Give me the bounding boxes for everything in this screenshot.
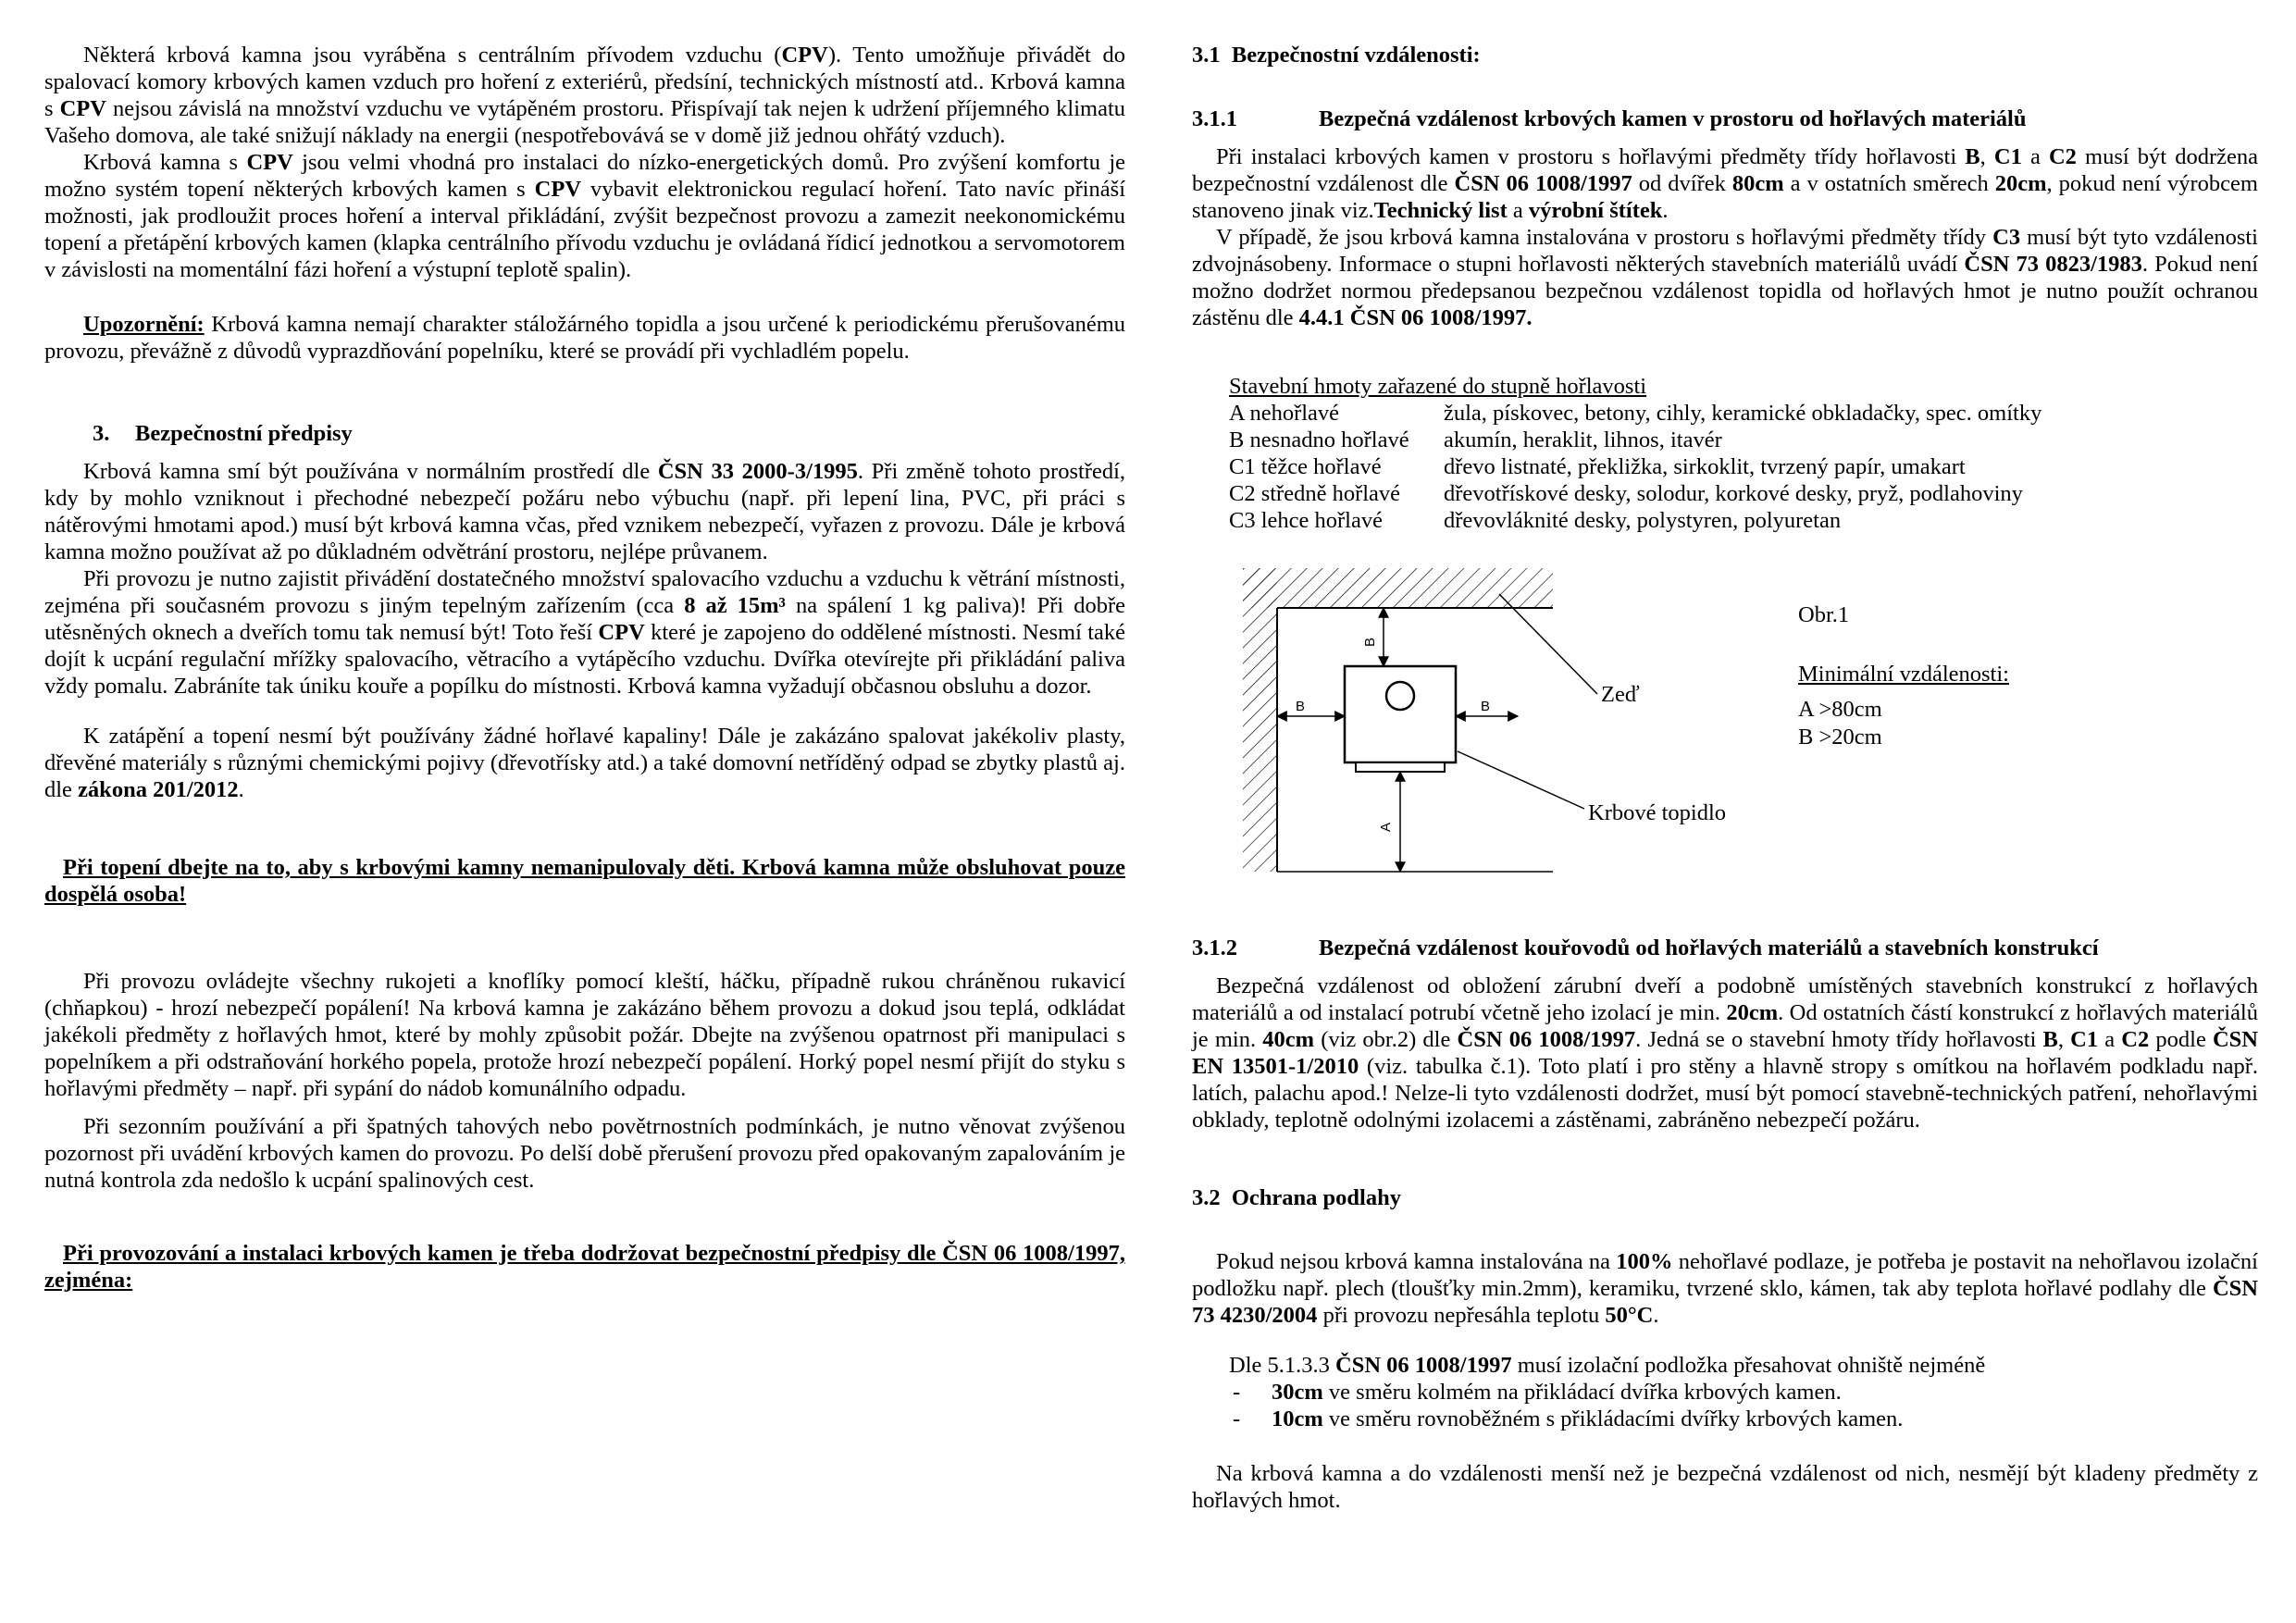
materials-cell: akumín, heraklit, lihnos, itavér: [1444, 427, 1722, 452]
heading-number: 3.1.1: [1192, 106, 1237, 131]
heading-title: Bezpečná vzdálenost krbových kamen v prostoru od hořlavých materiálů: [1319, 106, 2027, 131]
heading-3-2: 3.2 Ochrana podlahy: [1192, 1185, 1401, 1210]
paragraph-cpv-intro: Některá krbová kamna jsou vyráběna s centrálním přívodem vzduchu (CPV). Tento umožňuje přivádět do spalovací komory krbových kamen vzduch pro hoření z exteriérů, předsíní, technických místností atd.. Krbová kamna s CPV nejsou závislá na množství vzduchu ve vytápěném prostoru. Přispívají tak nejen k udržení příjemného klimatu Vašeho domova, ale také snižují náklady na energii (nespotřebovává se v domě již jednou ohřátý vzduch).: [44, 43, 1125, 148]
bullet-text: 10cm ve směru rovnoběžném s přikládacími dvířky krbových kamen.: [1272, 1406, 1904, 1431]
bullet-list: [1229, 1379, 2258, 1432]
min-distance-b: B >20cm: [1798, 725, 1882, 750]
min-distances-title: Minimální vzdálenosti:: [1798, 662, 2009, 687]
wall-leader-line: [1499, 594, 1597, 694]
figure-caption: Obr.1: [1798, 602, 1850, 627]
table-row: [1229, 507, 2258, 534]
table-row: [1229, 427, 2258, 453]
paragraph-warning-note: Upozornění: Krbová kamna nemají charakter stáložárného topidla a jsou určené k periodickému přerušovanému provozu, převážně z důvodů vyprazdňování popelníku, které se provádí při vychladlém popelu.: [44, 312, 1125, 364]
flammability-table: [1229, 373, 2258, 534]
dimension-label-a-front: A: [1378, 822, 1394, 833]
bullet-text: 30cm ve směru kolmém na přikládací dvířka krbových kamen.: [1272, 1380, 1842, 1405]
paragraph-flue-distance: Bezpečná vzdálenost od obložení zárubní dveří a podobně umístěných stavebních konstrukcí z hořlavých materiálů a od instalací potrubí včetně jeho izolací je min. 20cm. Od ostatních částí konstrukcí z hořlavých materiálů je min. 40cm (viz obr.2) dle ČSN 06 1008/1997. Jedná se o stavební hmoty třídy hořlavosti B, C1 a C2 podle ČSN EN 13501-1/2010 (viz. tabulka č.1). Toto platí i pro stěny a hlavně stropy s omítkou na hořlavém podkladu např. latích, palachu apod.! Nelze-li tyto vzdálenosti dodržet, musí být pomocí stavebně-technických patření, nehořlavými obklady, teplotně odolnými izolacemi a zástěnami, zabráněno nebezpečí požáru.: [1192, 973, 2259, 1133]
right-column: [1192, 42, 2258, 1514]
dimension-label-b-left: B: [1296, 699, 1306, 714]
paragraph-environment: Krbová kamna smí být používána v normálním prostředí dle ČSN 33 2000-3/1995. Při změně tohoto prostředí, kdy by mohlo vzniknout i přechodné nebezpečí požáru nebo výbuchu (např. při lepení lina, PVC, při práci s nátěrovými hmotami apod.) musí být krbová kamna včas, před vznikem nebezpečí, vyřazen z provozu. Dále je krbová kamna možno používat až po důkladném odvětrání prostoru, nejlépe průvanem.: [44, 459, 1126, 564]
paragraph-cpv-benefits: Krbová kamna s CPV jsou velmi vhodná pro instalaci do nízko-energetických domů. Pro zvýšení komfortu je možno systém topení některých krbových kamen s CPV vybavit elektronickou regulací hoření. Tato navíc přináší možnosti, jak prodloužit proces hoření a interval přikládání, zvýšit bezpečnost provozu a zamezit neekonomickému topení a přetápění krbových kamen (klapka centrálního přívodu vzduchu je ovládaná řídicí jednotkou a servomotorem v závislosti na momentální fázi hoření a výstupní teplotě spalin).: [44, 150, 1126, 282]
paragraph-safe-distance: Při instalaci krbových kamen v prostoru s hořlavými předměty třídy hořlavosti B, C1 a C2 musí být dodržena bezpečnostní vzdálenost dle ČSN 06 1008/1997 od dvířek 80cm a v ostatních směrech 20cm, pokud není výrobcem stanoveno jinak viz.Technický list a výrobní štítek.: [1192, 144, 2259, 223]
flammability-table-title: Stavební hmoty zařazené do stupně hořlavosti: [1229, 374, 1647, 399]
paragraph-forbidden-fuels: K zatápění a topení nesmí být používány žádné hořlavé kapaliny! Dále je zakázáno spalovat jakékoliv plasty, dřevěné materiály s různými chemickými pojivy (dřevotřísky atd.) a také domovní netříděný odpad se zbytky plastů aj. dle zákona 201/2012.: [44, 724, 1125, 802]
paragraph-handling: Při provozu ovládejte všechny rukojeti a knoflíky pomocí kleští, háčku, případně rukou chráněnou rukavicí (chňapkou) - hrozí nebezpečí popálení! Na krbová kamna je zakázáno během provozu a dokud jsou teplá, odkládat jakékoli předměty z hořlavých hmot, které by mohly způsobit požár. Dbejte na zvýšenou opatrnost při manipulaci s popelníkem a při odstraňování horkého popela, protože hrozí nebezpečí popálení. Horký popel nesmí přijít do styku s hořlavými předměty – např. při sypání do nádob komunálního odpadu.: [44, 969, 1125, 1101]
stove-body: [1345, 666, 1456, 762]
bullet-marker: -: [1233, 1380, 1241, 1405]
stove-leader-line: [1458, 751, 1584, 809]
heading-number: 3.: [93, 421, 110, 446]
min-distance-a: A >80cm: [1798, 697, 1882, 722]
grade-cell: C2 středně hořlavé: [1229, 481, 1401, 506]
heading-title: Bezpečnostní předpisy: [135, 421, 353, 446]
wall-label: Zeď: [1601, 682, 1640, 707]
table-row: [1229, 400, 2258, 427]
heading-3-1-2: [1192, 935, 2258, 961]
grade-cell: C3 lehce hořlavé: [1229, 508, 1383, 533]
materials-cell: žula, pískovec, betony, cihly, keramické obkladačky, spec. omítky: [1444, 401, 2042, 426]
paragraph-pad-overhang: Dle 5.1.3.3 ČSN 06 1008/1997 musí izolační podložka přesahovat ohniště nejméně: [1229, 1353, 1986, 1378]
paragraph-seasonal-use: Při sezonním používání a při špatných tahových nebo povětrnostních podmínkách, je nutno věnovat zvýšenou pozornost při uvádění krbových kamen do provozu. Po delší době přerušení provozu před opakovaným zapalováním je nutná kontrola zda nedošlo k ucpání spalinových cest.: [44, 1114, 1125, 1193]
materials-cell: dřevo listnaté, překližka, sirkoklit, tvrzený papír, umakart: [1444, 454, 1966, 479]
materials-cell: dřevovláknité desky, polystyren, polyuretan: [1444, 508, 1842, 533]
grade-cell: B nesnadno hořlavé: [1229, 427, 1409, 452]
paragraph-c3-distance: V případě, že jsou krbová kamna instalována v prostoru s hořlavými předměty třídy C3 musí být tyto vzdálenosti zdvojnásobeny. Informace o stupni hořlavosti některých stavebních materiálů uvádí ČSN 73 0823/1983. Pokud není možno dodržet normou předepsanou bezpečnou vzdálenost topidla od hořlavých hmot je nutno použít ochranou zástěnu dle 4.4.1 ČSN 06 1008/1997.: [1192, 225, 2258, 330]
heading-title: Bezpečná vzdálenost kouřovodů od hořlavých materiálů a stavebních konstrukcí: [1319, 935, 2099, 960]
paragraph-floor-protection: Pokud nejsou krbová kamna instalována na 100% nehořlavé podlaze, je potřeba je postavit na nehořlavou izolační podložku např. plech (tloušťky min.2mm), keramiku, tvrzené sklo, kámen, tak aby teplota hořlavé podlahy dle ČSN 73 4230/2004 při provozu nepřesáhla teplotu 50°C.: [1192, 1249, 2258, 1328]
materials-cell: dřevotřískové desky, solodur, korkové desky, pryž, podlahoviny: [1444, 481, 2023, 506]
paragraph-air-supply: Při provozu je nutno zajistit přivádění dostatečného množství spalovacího vzduchu a vzduchu k větrání místnosti, zejména při současném provozu s jiným tepelným zařízením (cca 8 až 15m³ na spálení 1 kg paliva)! Při dobře utěsněných oknech a dveřích tomu tak nemusí být! Toto řeší CPV které je zapojeno do oddělené místnosti. Nesmí také dojít k ucpání regulační mřížky spalovacího, větracího a vytápěcího vzduchu. Dvířka otevírejte při přikládání paliva vždy pomalu. Zabráníte tak úniku kouře a popílku do místnosti. Krbová kamna vyžadují občasnou obsluhu a dozor.: [44, 566, 1126, 699]
paragraph-regulations-warning: Při provozování a instalaci krbových kamen je třeba dodržovat bezpečnostní předpisy dle ČSN 06 1008/1997, zejména:: [44, 1241, 1125, 1293]
list-item: [1229, 1406, 2258, 1432]
grade-cell: C1 těžce hořlavé: [1229, 454, 1382, 479]
list-item: [1229, 1379, 2258, 1406]
heading-safety-regulations: [44, 420, 1125, 447]
left-wall-hatch: [1243, 568, 1277, 872]
dimension-label-b-right: B: [1481, 699, 1491, 714]
stove-label: Krbové topidlo: [1588, 800, 1727, 825]
stove-door: [1356, 762, 1445, 772]
grade-cell: A nehořlavé: [1229, 401, 1340, 426]
table-row: [1229, 480, 2258, 507]
heading-3-1-1: [1192, 105, 2258, 132]
bullet-marker: -: [1233, 1406, 1241, 1431]
table-row: [1229, 453, 2258, 480]
left-column: [44, 42, 1125, 1294]
heading-number: 3.1.2: [1192, 935, 1237, 960]
stove-clearance-diagram: [1192, 557, 2256, 907]
flue-outlet: [1386, 682, 1414, 710]
dimension-label-b-top: B: [1362, 637, 1378, 648]
heading-3-1: 3.1 Bezpečnostní vzdálenosti:: [1192, 43, 1481, 68]
figure-obr1: [1192, 557, 2258, 907]
paragraph-children-warning: Při topení dbejte na to, aby s krbovými kamny nemanipulovaly děti. Krbová kamna může obsluhovat pouze dospělá osoba!: [44, 855, 1125, 907]
paragraph-no-objects: Na krbová kamna a do vzdálenosti menší než je bezpečná vzdálenost od nich, nesmějí být kladeny předměty z hořlavých hmot.: [1192, 1461, 2258, 1513]
